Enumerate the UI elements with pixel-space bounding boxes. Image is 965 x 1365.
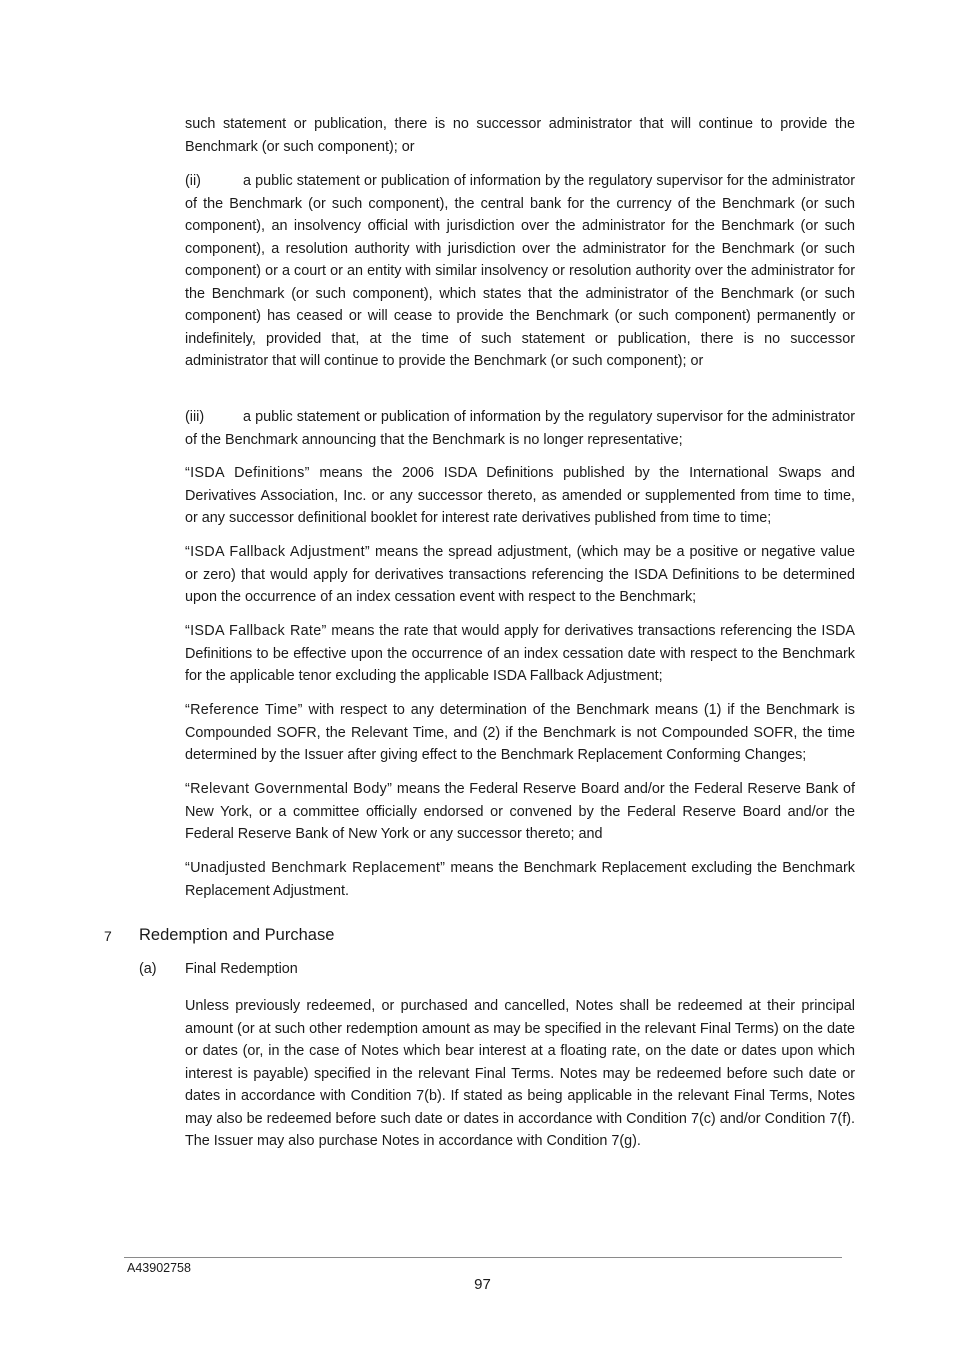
definition-reference-time: [185, 699, 855, 767]
definition-text: means the 2006 ISDA Definitions published by the International Swaps and Derivatives Association, Inc. or any successor thereto, as amended or supplemented from time to time, or any successor definitional booklet for interest rate derivatives published from time to time;: [185, 465, 855, 526]
intro-paragraph: [185, 113, 855, 158]
defined-term: “Relevant Governmental Body”: [185, 781, 393, 797]
final-redemption-text: Unless previously redeemed, or purchased and cancelled, Notes shall be redeemed at their principal amount (or at such other redemption amount as may be specified in the relevant Final Terms) on the date or dates (or, in the case of Notes which bear interest at a floating rate, on the date or dates upon which interest is payable) specified in the relevant Final Terms. Notes may be redeemed before such date or dates in accordance with Condition 7(b). If stated as being applicable in the relevant Final Terms, Notes may also be redeemed before such date or dates in accordance with Condition 7(c) and/or Condition 7(f). The Issuer may also purchase Notes in accordance with Condition 7(g).: [185, 998, 855, 1149]
definition-isda-fallback-adjustment: [185, 541, 855, 609]
defined-term: “ISDA Definitions”: [185, 465, 310, 481]
item-number: (iii): [185, 409, 205, 425]
defined-term: “Unadjusted Benchmark Replacement”: [185, 860, 446, 876]
definition-text: means the Benchmark Replacement excluding the Benchmark Replacement Adjustment.: [185, 860, 855, 899]
definition-isda-definitions: [185, 462, 855, 530]
subsection-number: (a): [139, 961, 157, 977]
definition-text: means the Federal Reserve Board and/or the Federal Reserve Bank of New York, or a committee officially endorsed or convened by the Federal Reserve Board and/or the Federal Reserve Bank of New York or any successor thereto; and: [185, 781, 856, 842]
definition-text: means the rate that would apply for derivatives transactions referencing the ISDA Definitions to be effective upon the occurrence of an index cessation date with respect to the Benchmark for the applicable tenor excluding the applicable ISDA Fallback Adjustment;: [185, 623, 856, 684]
final-redemption-paragraph: [185, 995, 855, 1153]
definition-relevant-governmental-body: [185, 778, 855, 846]
list-item-ii: [185, 170, 855, 373]
definition-unadjusted-benchmark-replacement: [185, 857, 855, 902]
definition-isda-fallback-rate: [185, 620, 855, 688]
definition-text: means the spread adjustment, (which may be a positive or negative value or zero) that would apply for derivatives transactions referencing the ISDA Definitions to be determined upon the occurrence of an index cessation event with respect to the Benchmark;: [185, 544, 856, 605]
defined-term: “ISDA Fallback Adjustment”: [185, 544, 370, 560]
page-number: 97: [474, 1276, 491, 1293]
document-reference: A43902758: [127, 1261, 191, 1275]
defined-term: “ISDA Fallback Rate”: [185, 623, 327, 639]
item-text: a public statement or publication of information by the regulatory supervisor for the administrator of the Benchmark (or such component), the central bank for the currency of the Benchmark (or such component), an insolvency official with jurisdiction over the administrator for the Benchmark (or such component), a resolution authority with jurisdiction over the administrator for the Benchmark (or such component) or a court or an entity with similar insolvency or resolution authority over the administrator for the Benchmark (or such component), which states that the administrator of the Benchmark (or such component) has ceased or will cease to provide the Benchmark (or such component) permanently or indefinitely, provided that, at the time of such statement or publication, there is no successor administrator that will continue to provide the Benchmark (or such component); or: [185, 173, 855, 369]
footer-divider: [124, 1257, 842, 1258]
definition-text: with respect to any determination of the Benchmark means (1) if the Benchmark is Compounded SOFR, the Relevant Time, and (2) if the Benchmark is not Compounded SOFR, the time determined by the Issuer after giving effect to the Benchmark Replacement Conforming Changes;: [185, 702, 855, 763]
defined-term: “Reference Time”: [185, 702, 303, 718]
intro-text: such statement or publication, there is no successor administrator that will continue to provide the Benchmark (or such component); or: [185, 116, 855, 155]
list-item-iii: [185, 406, 855, 451]
subsection-heading: Final Redemption: [185, 961, 298, 977]
section-heading: Redemption and Purchase: [139, 926, 335, 944]
item-number: (ii): [185, 173, 201, 189]
item-text: a public statement or publication of information by the regulatory supervisor for the administrator of the Benchmark announcing that the Benchmark is no longer representative;: [185, 409, 855, 448]
section-number: 7: [104, 928, 112, 944]
